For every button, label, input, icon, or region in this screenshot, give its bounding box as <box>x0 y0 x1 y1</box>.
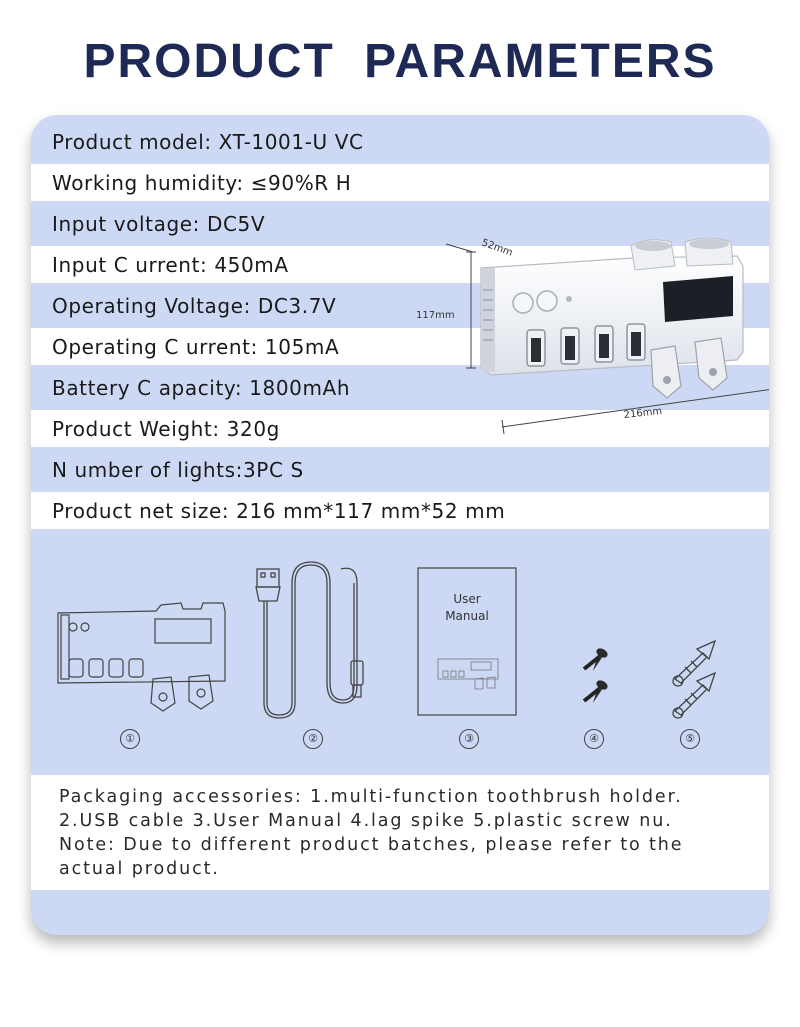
param-row: Battery C apacity: 1800mAh <box>31 369 769 406</box>
holder-drawing <box>58 603 225 711</box>
user-manual-book <box>418 568 516 715</box>
usb-cable-drawing <box>256 562 363 718</box>
plastic-screw-nut-drawing <box>673 641 715 718</box>
param-row: Working humidity: ≤90%R H <box>31 164 769 201</box>
notes-line: Packaging accessories: 1.multi-function toothbrush holder. <box>59 787 683 807</box>
height-label: 117mm <box>416 310 455 321</box>
width-label: 216mm <box>623 406 663 421</box>
param-row: Input voltage: DC5V <box>31 205 769 242</box>
param-row: Product net size: 216 mm*117 mm*52 mm <box>31 492 769 529</box>
param-row: Product model: XT-1001-U VC <box>31 123 769 160</box>
notes-line: 2.USB cable 3.User Manual 4.lag spike 5.plastic screw nu. <box>59 811 673 831</box>
notes-line: Note: Due to different product batches, please refer to the <box>59 835 684 855</box>
notes-line: actual product. <box>59 859 220 879</box>
param-row: Operating Voltage: DC3.7V <box>31 287 769 324</box>
accessory-number: ① <box>120 729 140 749</box>
depth-label: 52mm <box>479 237 515 259</box>
accessories-illustration <box>31 553 769 723</box>
manual-holder-thumbnail <box>438 659 498 689</box>
param-row: N umber of lights:3PC S <box>31 451 769 488</box>
lag-spike-drawing <box>584 647 609 703</box>
accessory-number: ④ <box>584 729 604 749</box>
page-title: PRODUCT PARAMETERS <box>83 35 717 88</box>
parameters-card <box>31 115 769 935</box>
manual-title-line2: Manual <box>445 609 489 623</box>
product-illustration <box>381 210 769 445</box>
param-row: Input C urrent: 450mA <box>31 246 769 283</box>
param-row: Product Weight: 320g <box>31 410 769 447</box>
packaging-notes <box>31 775 769 890</box>
param-row: Operating C urrent: 105mA <box>31 328 769 365</box>
accessory-number: ③ <box>459 729 479 749</box>
manual-title-line1: User <box>453 592 481 606</box>
accessory-number: ⑤ <box>680 729 700 749</box>
accessory-number: ② <box>303 729 323 749</box>
